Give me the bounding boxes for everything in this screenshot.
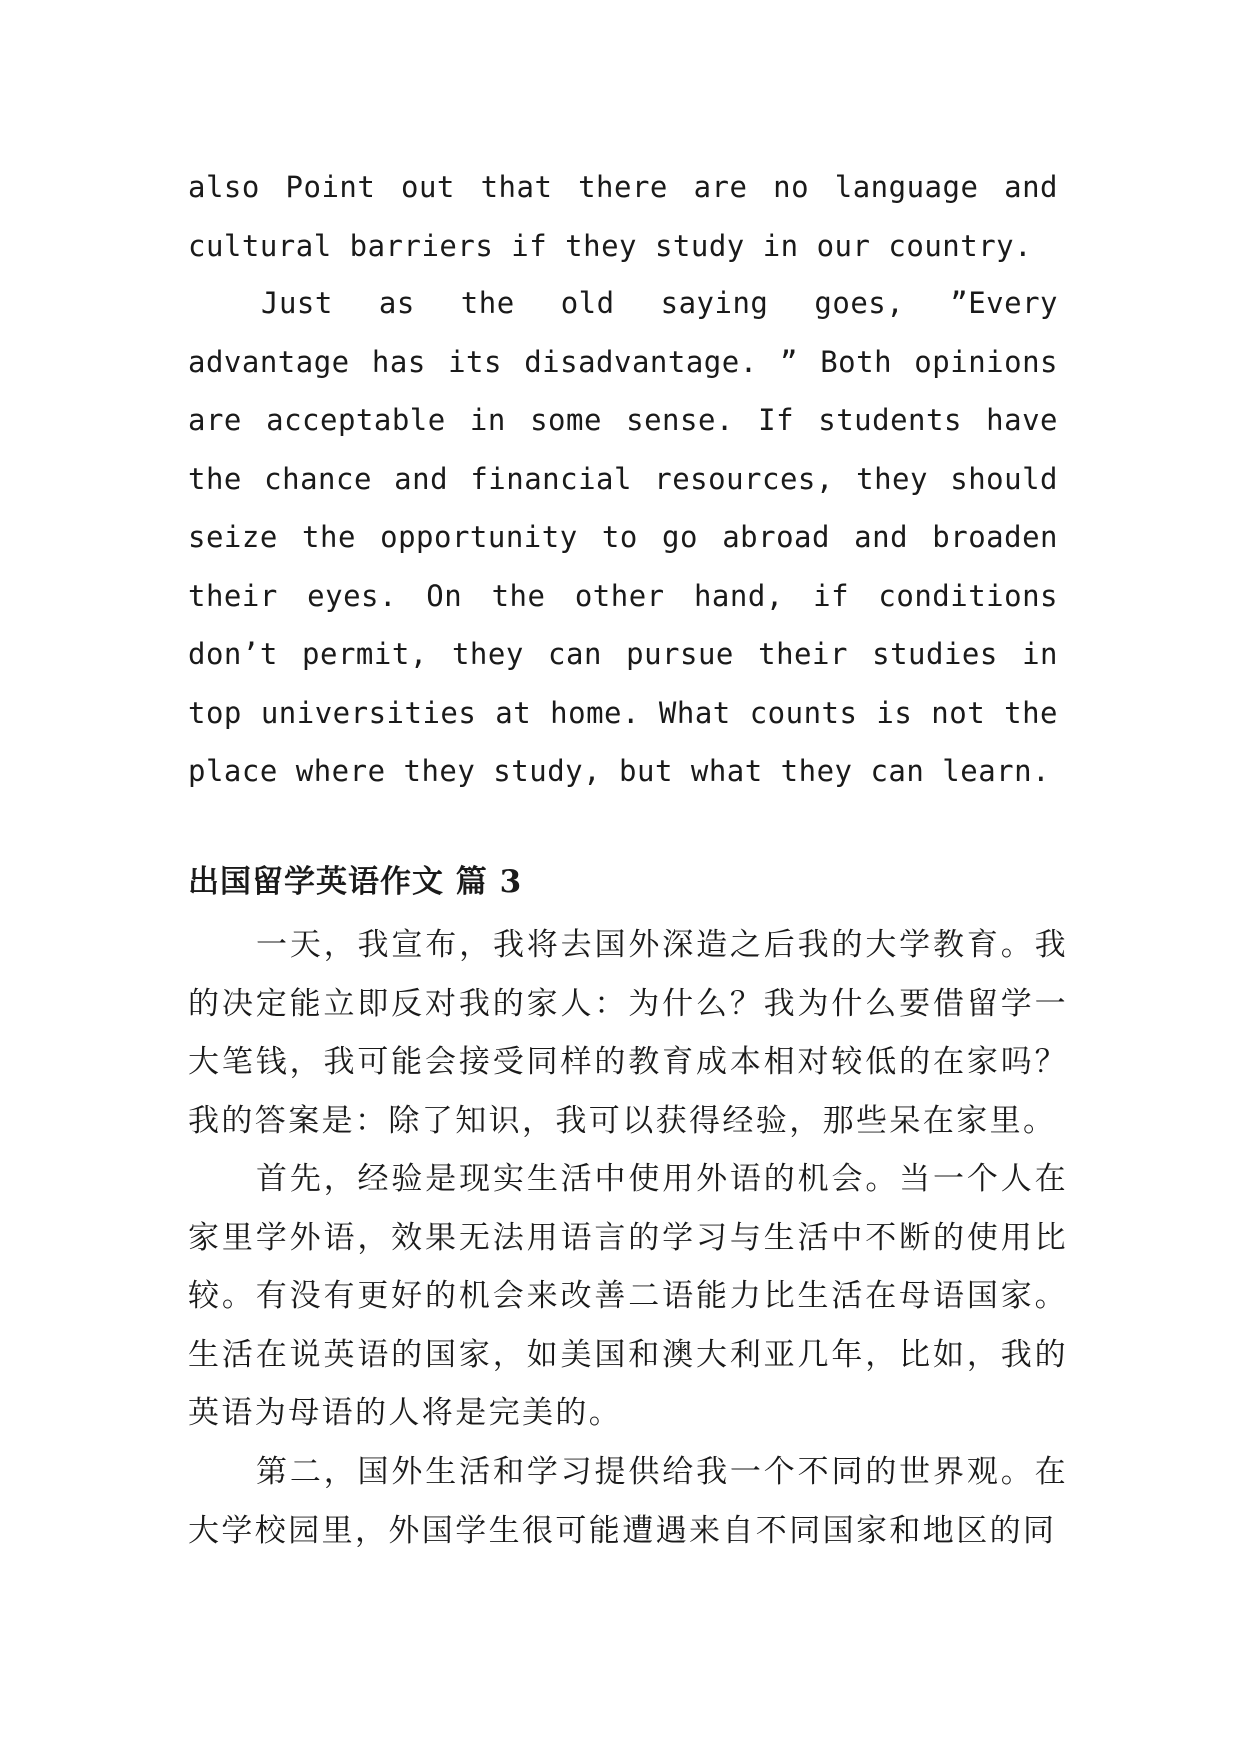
english-paragraph-2: Just as the old saying goes, ”Every advantage has its disadvantage. ” Both opinions are acceptable in some sense. If students have the chance and financial resources, they should seize the opportunity to go abroad and broaden their eyes. On the other hand, if conditions don’t permit, they can pursue their studies in top universities at home. What counts is not the place where they study, but what they can learn. <box>188 286 1058 788</box>
chinese-paragraph-2: 首先，经验是现实生活中使用外语的机会。当一个人在家里学外语，效果无法用语言的学习与生活中不断的使用比较。有没有更好的机会来改善二语能力比生活在母语国家。生活在说英语的国家，如美国和澳大利亚几年，比如，我的英语为母语的人将是完美的。 <box>188 1161 1068 1431</box>
english-paragraph-1: also Point out that there are no language and cultural barriers if they study in our country. <box>188 170 1058 263</box>
chinese-paragraph-1: 一天，我宣布，我将去国外深造之后我的大学教育。我的决定能立即反对我的家人：为什么？我为什么要借留学一大笔钱，我可能会接受同样的教育成本相对较低的在家吗？我的答案是：除了知识，我可以获得经验，那些呆在家里。 <box>188 927 1068 1139</box>
chinese-paragraph-3: 第二，国外生活和学习提供给我一个不同的世界观。在大学校园里，外国学生很可能遭遇来自不同国家和地区的同 <box>188 1454 1068 1549</box>
section-heading: 出国留学英语作文 篇 3 <box>188 864 523 900</box>
